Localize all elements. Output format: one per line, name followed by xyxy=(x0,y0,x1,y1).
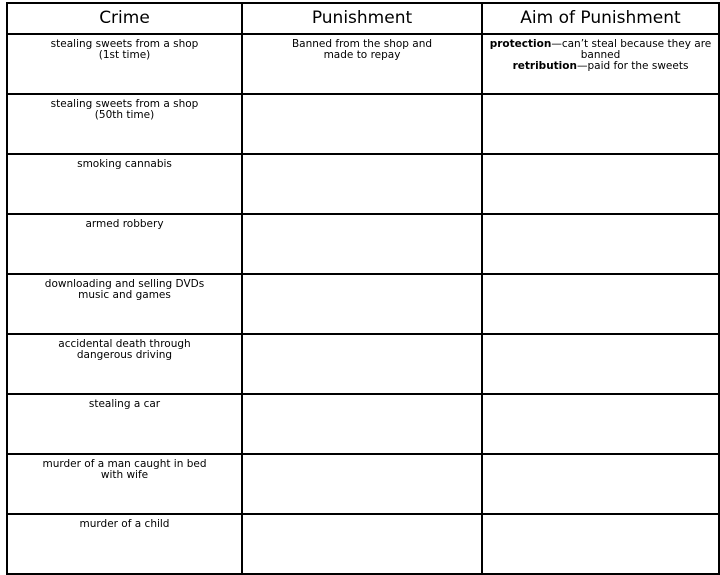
punishment-cell[interactable] xyxy=(242,154,482,214)
crime-text: accidental death through dangerous driving xyxy=(58,338,191,361)
crime-cell xyxy=(7,514,242,574)
punishment-cell[interactable] xyxy=(242,514,482,574)
punishment-cell[interactable] xyxy=(242,214,482,274)
table-row xyxy=(7,214,719,274)
header-aim: Aim of Punishment xyxy=(482,3,719,34)
punishment-cell[interactable] xyxy=(242,34,482,94)
crime-text: murder of a child xyxy=(79,518,170,530)
aim-explanation-retribution: —paid for the sweets xyxy=(576,60,689,72)
table-row xyxy=(7,334,719,394)
punishment-cell[interactable] xyxy=(242,274,482,334)
header-crime: Crime xyxy=(7,3,242,34)
punishment-cell[interactable] xyxy=(242,94,482,154)
punishment-text: Banned from the shop and made to repay xyxy=(291,38,433,61)
crime-text: stealing a car xyxy=(88,398,161,410)
header-punishment: Punishment xyxy=(242,3,482,34)
aim-cell[interactable] xyxy=(482,454,719,514)
aim-cell[interactable] xyxy=(482,214,719,274)
crime-text: stealing sweets from a shop (50th time) xyxy=(50,98,199,121)
crime-cell xyxy=(7,154,242,214)
table-row xyxy=(7,274,719,334)
table-row xyxy=(7,514,719,574)
aim-cell[interactable] xyxy=(482,274,719,334)
worksheet xyxy=(6,2,718,538)
table-body xyxy=(7,34,719,574)
crime-cell xyxy=(7,34,242,94)
table-row xyxy=(7,454,719,514)
aim-term-retribution: retribution xyxy=(512,60,577,72)
aim-cell[interactable] xyxy=(482,154,719,214)
crime-cell xyxy=(7,334,242,394)
crime-text: downloading and selling DVDs music and games xyxy=(44,278,205,301)
table-row xyxy=(7,94,719,154)
aim-text xyxy=(483,39,718,72)
aim-cell[interactable] xyxy=(482,94,719,154)
table-row xyxy=(7,154,719,214)
crime-text: smoking cannabis xyxy=(77,158,172,170)
crime-punishment-table xyxy=(6,2,720,575)
table-row xyxy=(7,34,719,94)
aim-cell[interactable] xyxy=(482,34,719,94)
crime-text: armed robbery xyxy=(85,218,164,230)
aim-explanation-protection: —can’t steal because they are banned xyxy=(551,38,712,61)
header-row xyxy=(7,3,719,34)
aim-term-protection: protection xyxy=(489,38,552,50)
punishment-cell[interactable] xyxy=(242,334,482,394)
crime-text: murder of a man caught in bed with wife xyxy=(42,458,207,481)
punishment-cell[interactable] xyxy=(242,454,482,514)
crime-cell xyxy=(7,454,242,514)
crime-text: stealing sweets from a shop (1st time) xyxy=(50,38,199,61)
crime-cell xyxy=(7,394,242,454)
table-row xyxy=(7,394,719,454)
punishment-cell[interactable] xyxy=(242,394,482,454)
aim-cell[interactable] xyxy=(482,334,719,394)
crime-cell xyxy=(7,94,242,154)
crime-cell xyxy=(7,274,242,334)
crime-cell xyxy=(7,214,242,274)
aim-cell[interactable] xyxy=(482,394,719,454)
aim-cell[interactable] xyxy=(482,514,719,574)
